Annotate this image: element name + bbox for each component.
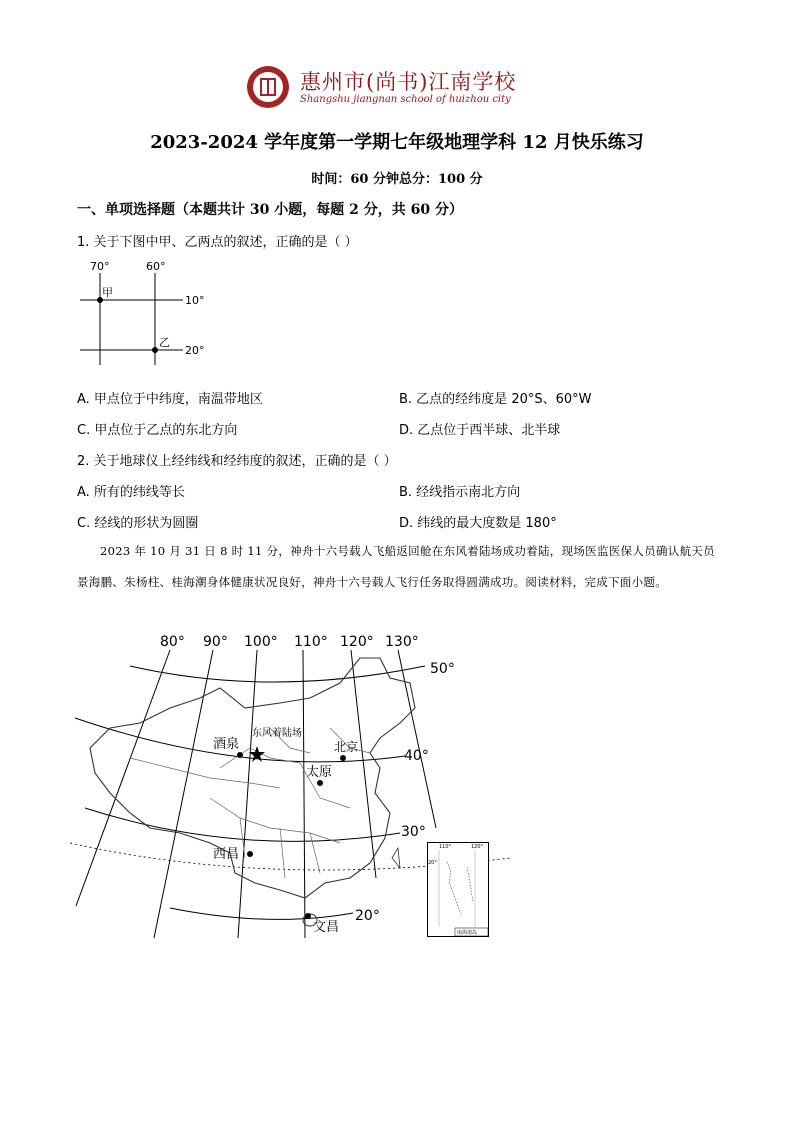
taiwan-island (392, 848, 400, 868)
xichang-dot (247, 851, 253, 857)
meridian-line (238, 650, 257, 938)
q1-option-c[interactable]: C. 甲点位于乙点的东北方向 (77, 423, 238, 438)
lon-label-60: 60° (146, 260, 166, 273)
jiuquan-label: 酒泉 (213, 737, 240, 752)
dongfeng-label: 东风着陆场 (252, 728, 302, 739)
q1-stem: 1. 关于下图中甲、乙两点的叙述，正确的是（ ） (77, 235, 358, 250)
point-jia-label: 甲 (102, 286, 113, 299)
point-yi-label: 乙 (159, 336, 170, 349)
xichang-label: 西昌 (213, 847, 240, 862)
meridian-line (154, 650, 213, 938)
lat-label: 50° (430, 661, 455, 677)
q2-option-b[interactable]: B. 经线指示南北方向 (399, 485, 521, 500)
reading-passage: 2023 年 10 月 31 日 8 时 11 分，神舟十六号载人飞船返回舱在东风着陆场成功着陆，现场医监医保人员确认航天员景海鹏、朱杨柱、桂海潮身体健康状况良好，神舟十六号载人飞行任务取得圆满成功。阅读材料，完成下面小题。 (77, 544, 715, 589)
school-logo (246, 65, 546, 113)
meridian-line (303, 650, 305, 938)
lon-label: 130° (385, 634, 419, 650)
wenchang-label: 文昌 (313, 920, 340, 935)
lat-label: 40° (404, 748, 429, 764)
q1-option-a[interactable]: A. 甲点位于中纬度，南温带地区 (77, 392, 263, 407)
south-china-sea-inset (427, 842, 489, 937)
lat-label-10: 10° (185, 294, 205, 307)
q2-option-d[interactable]: D. 纬线的最大度数是 180° (399, 516, 557, 531)
lat-label: 20° (355, 908, 380, 924)
lon-label: 80° (160, 634, 185, 650)
q1-option-b[interactable]: B. 乙点的经纬度是 20°S、60°W (399, 392, 592, 407)
q2-option-c[interactable]: C. 经线的形状为圆圈 (77, 516, 199, 531)
parallel-50 (130, 666, 425, 682)
jiuquan-dot (237, 752, 243, 758)
meridian-line (351, 650, 376, 878)
lon-label: 120° (340, 634, 374, 650)
school-emblem-icon (246, 65, 290, 109)
lat-label: 30° (401, 824, 426, 840)
lon-label: 90° (203, 634, 228, 650)
lat-label-20: 20° (185, 344, 205, 357)
q1-option-d[interactable]: D. 乙点位于西半球、北半球 (399, 423, 561, 438)
beijing-dot (340, 755, 346, 761)
meridian-line (76, 650, 170, 906)
china-outline (90, 658, 415, 898)
q2-option-a[interactable]: A. 所有的纬线等长 (77, 485, 185, 500)
inset-lon-label: 110° (439, 844, 452, 850)
beijing-label: 北京 (334, 740, 359, 754)
parallel-20 (170, 908, 353, 919)
inset-lat-label: 20° (428, 860, 437, 866)
page-subtitle: 时间：60 分钟总分：100 分 (311, 172, 483, 187)
taiyuan-label: 太原 (306, 765, 333, 780)
q1-grid-diagram (75, 255, 225, 370)
school-name-cn: 惠州市(尚书)江南学校 (300, 70, 517, 94)
lon-label-70: 70° (90, 260, 110, 273)
wenchang-dot (305, 913, 311, 919)
section-heading: 一、单项选择题（本题共计 30 小题，每题 2 分，共 60 分） (77, 202, 463, 218)
q2-stem: 2. 关于地球仪上经纬线和经纬度的叙述，正确的是（ ） (77, 454, 397, 469)
inset-lon-label: 120° (471, 844, 484, 850)
lon-label: 110° (294, 634, 328, 650)
inset-caption: 南海诸岛 (457, 930, 478, 936)
point-yi (152, 347, 158, 353)
school-name-en: Shangshu jiangnan school of huizhou city (300, 94, 511, 105)
lon-label: 100° (244, 634, 278, 650)
taiyuan-dot (317, 780, 323, 786)
page-title: 2023-2024 学年度第一学期七年级地理学科 12 月快乐练习 (150, 132, 644, 153)
